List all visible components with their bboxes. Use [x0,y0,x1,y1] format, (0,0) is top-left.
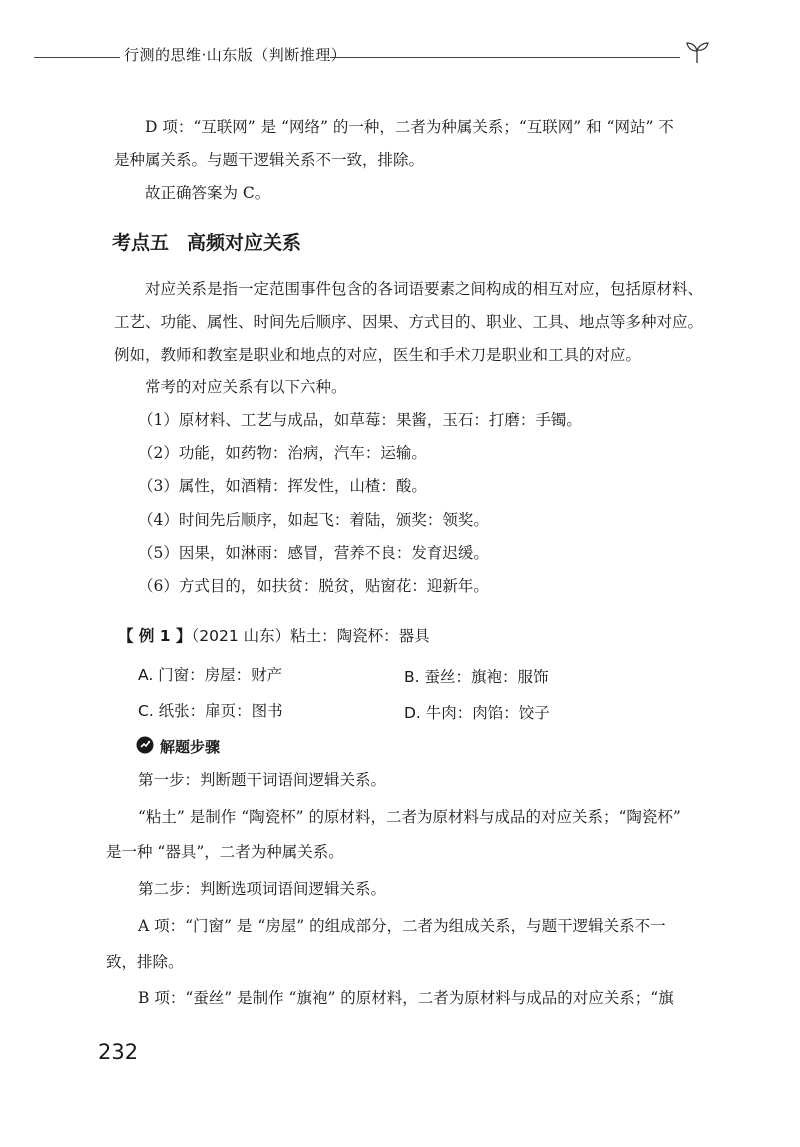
sprout-icon [684,40,710,64]
solution-line: 第一步：判断题干词语间逻辑关系。 [138,771,387,789]
running-header [34,40,710,70]
relation-type-item: （4）时间先后顺序，如起飞：着陆，颁奖：领奖。 [138,511,489,529]
intro-line-3: 故正确答案为 C。 [145,184,271,202]
solution-line: 是一种 “器具”，二者为种属关系。 [106,843,344,861]
option-c: C. 纸张：扉页：图书 [138,702,283,720]
definition-line-4: 常考的对应关系有以下六种。 [145,378,347,396]
relation-type-item: （3）属性，如酒精：挥发性，山楂：酸。 [138,477,427,495]
relation-type-item: （2）功能，如药物：治病，汽车：运输。 [138,444,427,462]
page-number: 232 [98,1040,139,1064]
example-tag: 【 例 1 】 [118,627,192,645]
intro-line-1: D 项：“互联网” 是 “网络” 的一种，二者为种属关系；“互联网” 和 “网站” 不 [145,118,674,136]
example-stem: 粘土：陶瓷杯：器具 [290,627,430,645]
relation-type-item: （1）原材料、工艺与成品，如草莓：果酱，玉石：打磨：手镯。 [138,411,582,429]
section-title: 高频对应关系 [187,232,302,254]
steps-icon [136,736,154,754]
definition-line-2: 工艺、功能、属性、时间先后顺序、因果、方式目的、职业、工具、地点等多种对应。 [114,313,704,331]
header-rule-right [330,57,680,58]
solution-line: “粘土” 是制作 “陶瓷杯” 的原材料，二者为原材料与成品的对应关系；“陶瓷杯” [138,808,681,826]
example-source: （2021 山东） [191,627,291,645]
option-d: D. 牛肉：肉馅：饺子 [404,704,550,722]
option-a: A. 门窗：房屋：财产 [138,666,283,684]
section-number: 考点五 [112,232,170,254]
header-rule-left [34,57,120,58]
definition-line-3: 例如，教师和教室是职业和地点的对应，医生和手术刀是职业和工具的对应。 [114,346,642,364]
definition-line-1: 对应关系是指一定范围事件包含的各词语要素之间构成的相互对应，包括原材料、 [145,280,704,298]
solution-line: A 项：“门窗” 是 “房屋” 的组成部分，二者为组成关系，与题干逻辑关系不一 [138,917,666,935]
section-heading [112,228,301,255]
solution-title: 解题步骤 [160,738,221,756]
relation-type-item: （6）方式目的，如扶贫：脱贫，贴窗花：迎新年。 [138,577,489,595]
solution-line: 致，排除。 [106,953,184,971]
running-title: 行测的思维·山东版（判断推理） [124,46,347,64]
example-question [118,624,430,646]
option-b: B. 蚕丝：旗袍：服饰 [404,668,549,686]
intro-line-2: 是种属关系。与题干逻辑关系不一致，排除。 [114,151,425,169]
solution-line: B 项：“蚕丝” 是制作 “旗袍” 的原材料，二者为原材料与成品的对应关系；“旗 [138,989,674,1007]
relation-type-item: （5）因果，如淋雨：感冒，营养不良：发育迟缓。 [138,544,489,562]
solution-line: 第二步：判断选项词语间逻辑关系。 [138,880,387,898]
